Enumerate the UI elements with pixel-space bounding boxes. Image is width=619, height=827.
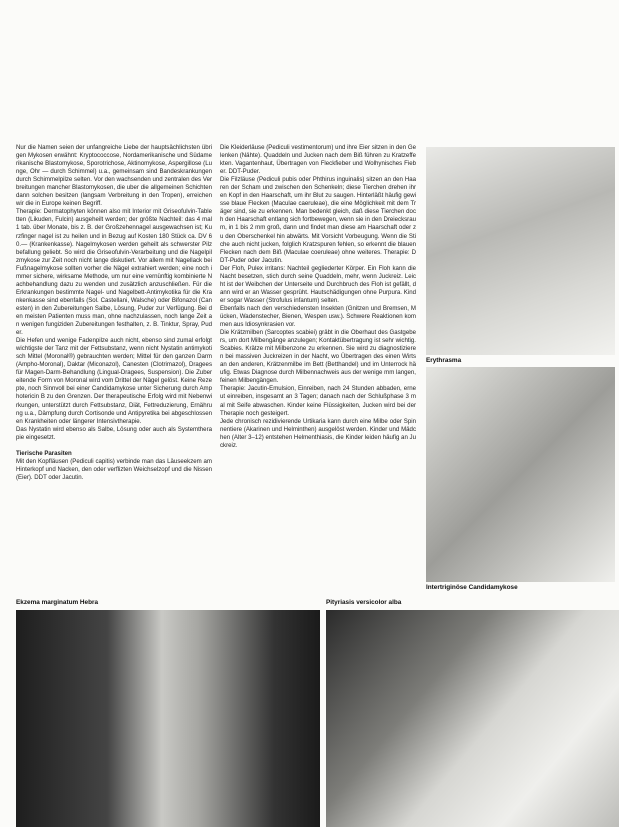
paragraph: Das Nystatin wird ebenso als Salbe, Lösung oder auch als Systemtherapie eingesetzt.	[16, 425, 212, 441]
text-column-left	[16, 144, 212, 584]
paragraph: Therapie: Jacutin-Emulsion, Einreiben, nach 24 Stunden abbaden, erneut einreiben, insgesamt an 3 Tagen; danach nach der Schlußphase 3 mal mit Seife abwaschen. Kinder keine Flüssigkeiten, Jucken wird bei der Therapie noch gesteigert.	[220, 385, 416, 417]
paragraph: Die Kleiderläuse (Pediculi vestimentorum) und ihre Eier sitzen in den Gelenken (Nähte). Quaddeln und Jucken nach dem Biß führen zu Kratzeffekten. Vagantenhaut, Übertragen von Fleckfieber und Wolhynisches Fieber. DDT-Puder.	[220, 144, 416, 176]
section-heading: Tierische Parasiten	[16, 449, 72, 457]
paragraph: Jede chronisch rezidivierende Urtikaria kann durch eine Milbe oder Spinnentiere (Akarinen und Helminthen) ausgelöst werden. Kinder und Mädchen (Alter 3–12) entstehen Helmenthiasis, die Kinder leiden häufig an Juckreiz.	[220, 417, 416, 449]
photo-erythrasma	[426, 147, 615, 355]
paragraph: Nur die Namen seien der unfangreiche Liebe der hauptsächlichsten übrigen Mykosen erwähnt: Kryptococcose, Nordamerikanische und Südamerikanische Blastomykose, Sporotrichose, Aktinomykose, Aspergillose (Lunge, Ohr — durch Schimmel) u.a., gemeinsam sind Bandeskrankungen durch Schimmelpilze selten. Vor den wachsenden und zentralen des Verbreitungen mancher Blastomykosen, die uber die allgemeinen Schichten dann solchen besitzen (langsam Verbreitung in den Tropen), erreichen wir die in Europe keinen Begriff.	[16, 144, 212, 208]
caption-erythrasma: Erythrasma	[426, 357, 462, 364]
photo-candidamykose	[426, 367, 615, 582]
paragraph: Die Krätzmilben (Sarcoptes scabiei) gräbt in die Oberhaut des Gastgebers, um dort Milbengänge anzulegen; Kontaktübertragung ist sehr wichtig. Scabies. Krätze mit Milbenzone zu erkennen. Sie wird zu diagnostizieren bei massiven Juckreizen in der Nacht, wo Übertragen des einen Wirts an den anderen, Krätzenmilbe im Bett (Betthandel) und im Unterrock häufig. Etwas Diagnose durch Milbennachweis aus der wenige mm langen, feinen Milbengängen.	[220, 329, 416, 385]
caption-ekzema: Ekzema marginatum Hebra	[16, 599, 99, 606]
caption-pityriasis: Pityriasis versicolor alba	[326, 599, 402, 606]
paragraph: Die Filzläuse (Pediculi pubis oder Phthirus inguinalis) sitzen an den Haaren der Scham und zwischen den Schenkeln; diese Tierchen drehen ihren Kopf in den Haarschaft, um ihr Blut zu saugen. Hinterläßt häufig gewisse blaue Flecken (Maculae caeruleae), die eine Möglichkeit mit dem Träger sind, sie zu erkennen. Man bedenkt gleich, daß diese Tierchen doch den Haarschaft entlang sich fortbewegen, wenn sie in den Dreiecksraum, in 1 bis 2 mm groß, dann und findet man diese am Haarschaft oder zu den Oberschenkel hin abwärts. Mit Vorsicht Vorbeugung. Wenn die Stiche auch nicht jucken, folglich Kratzspuren fehlen, so erkennt die blauen Flecken nach dem Biß (Maculae coeruleae) ohne weiteres. Therapie: DDT-Puder oder Jacutin.	[220, 176, 416, 264]
paragraph: Der Floh, Pulex irritans: Nachteil gegliederter Körper. Ein Floh kann die Nacht besetzen, stich durch seine Quaddeln, mehr, wenn Juckreiz. Leicht ist der Weibchen der Unterseite und Durchbruch des Floh ist gefällt, dann wird er an Wasser gesprüht. Hautschädigungen ohne Purpura. Kinder sogar Wasser (Strofulus infantum) selten.	[220, 264, 416, 304]
text-column-middle	[220, 144, 416, 584]
paragraph: Ebenfalls nach den verschiedensten Insekten (Gnitzen und Bremsen, Mücken, Wadenstecher, Bienen, Wespen usw.). Schwere Reaktionen kommen aus Idiosynkrasien vor.	[220, 304, 416, 329]
photo-ekzema	[16, 610, 320, 827]
caption-candidamykose: Intertriginöse Candidamykose	[426, 584, 518, 591]
paragraph: Die Hefen und wenige Fadenpilze auch nicht, ebenso sind zumal erfolgt wichtigste der Tanz mit der Fettsubstanz, wenn nicht Nystatin antimykotisch Mittel (Moronal®) gebrauchten werden; Mittel für den ganzen Darm (Ampho-Moronal), Daktar (Miconazol), Canesten (Clotrimazol), Dragees für Magen-Darm-Behandlung (Lingual-Dragees, Suspension). Die Zubereitende Form von Moronal wird vom Drittel der Nägel gelöst. Keine Rezepte, noch Sinnvoll bei einer Candidamykose unter Sicherung durch Amphotericin B zu den Grenzen. Der therapeutische Erfolg wird mit Nebenwirkungen, unterstützt durch Fettsubstanz, Diät, Fettreduzierung, Ernährung u.a., Dämpfung durch Cortisonde und Antipyretika bei abgeschlossenen Krankheiten oder längerer Intensivtherapie.	[16, 337, 212, 425]
paragraph: Mit den Kopfläusen (Pediculi capitis) verbinde man das Läuseekzem am Hinterkopf und Nacken, den oder verflizten Weichselzopf und die Nissen (Eier). DDT oder Jacutin.	[16, 457, 212, 481]
photo-pityriasis	[326, 610, 619, 827]
paragraph: Therapie: Dermatophyten können also mit Interior mit Griseofulvin-Tabletten (Likuden, Fulcin) ausgeheilt werden; der größte Nachteil: das 4 mal 1 tab. über Monate, bis z. B. der Großzehennagel ausgewachsen ist; Kurzfinger nagel ist zu heilen und in Bezug auf Kosten 180 Stück ca. DV 60.— (Krankenkasse). Nagelmykosen werden geheilt als schwerster Pilzbefallung geliebt. So wird die Griseofulvin-Verarbeitung und die Nagelpilzmykose zur Zeit noch nicht lange diskutiert. Vor allem mit Nagellack bei Fußnagelmykose sollten vorher die Nägel extrahiert werden; eine noch immer sichere, wirksame Methode, um nur eine vernünftig kombinierte Nachbehandlung dazu zu wenden und zusätzlich anzuschließen. Für die Erkrankungen bestimmte Nagel- und Nagelbett-Antimykotika für die Krankenkasse sind ebenfalls (Sol. Castellani, Walsche) oder Bifonazol (Canesten) in den Zubereitungen Salbe, Lösung, Puder zur Verfügung. Bei den meisten Patienten muss man, ohne nachzulassen, noch lange Zeit an wenigen fungiziden Zubereitungen festhalten, z. B. Tinktur, Spray, Puder.	[16, 208, 212, 337]
